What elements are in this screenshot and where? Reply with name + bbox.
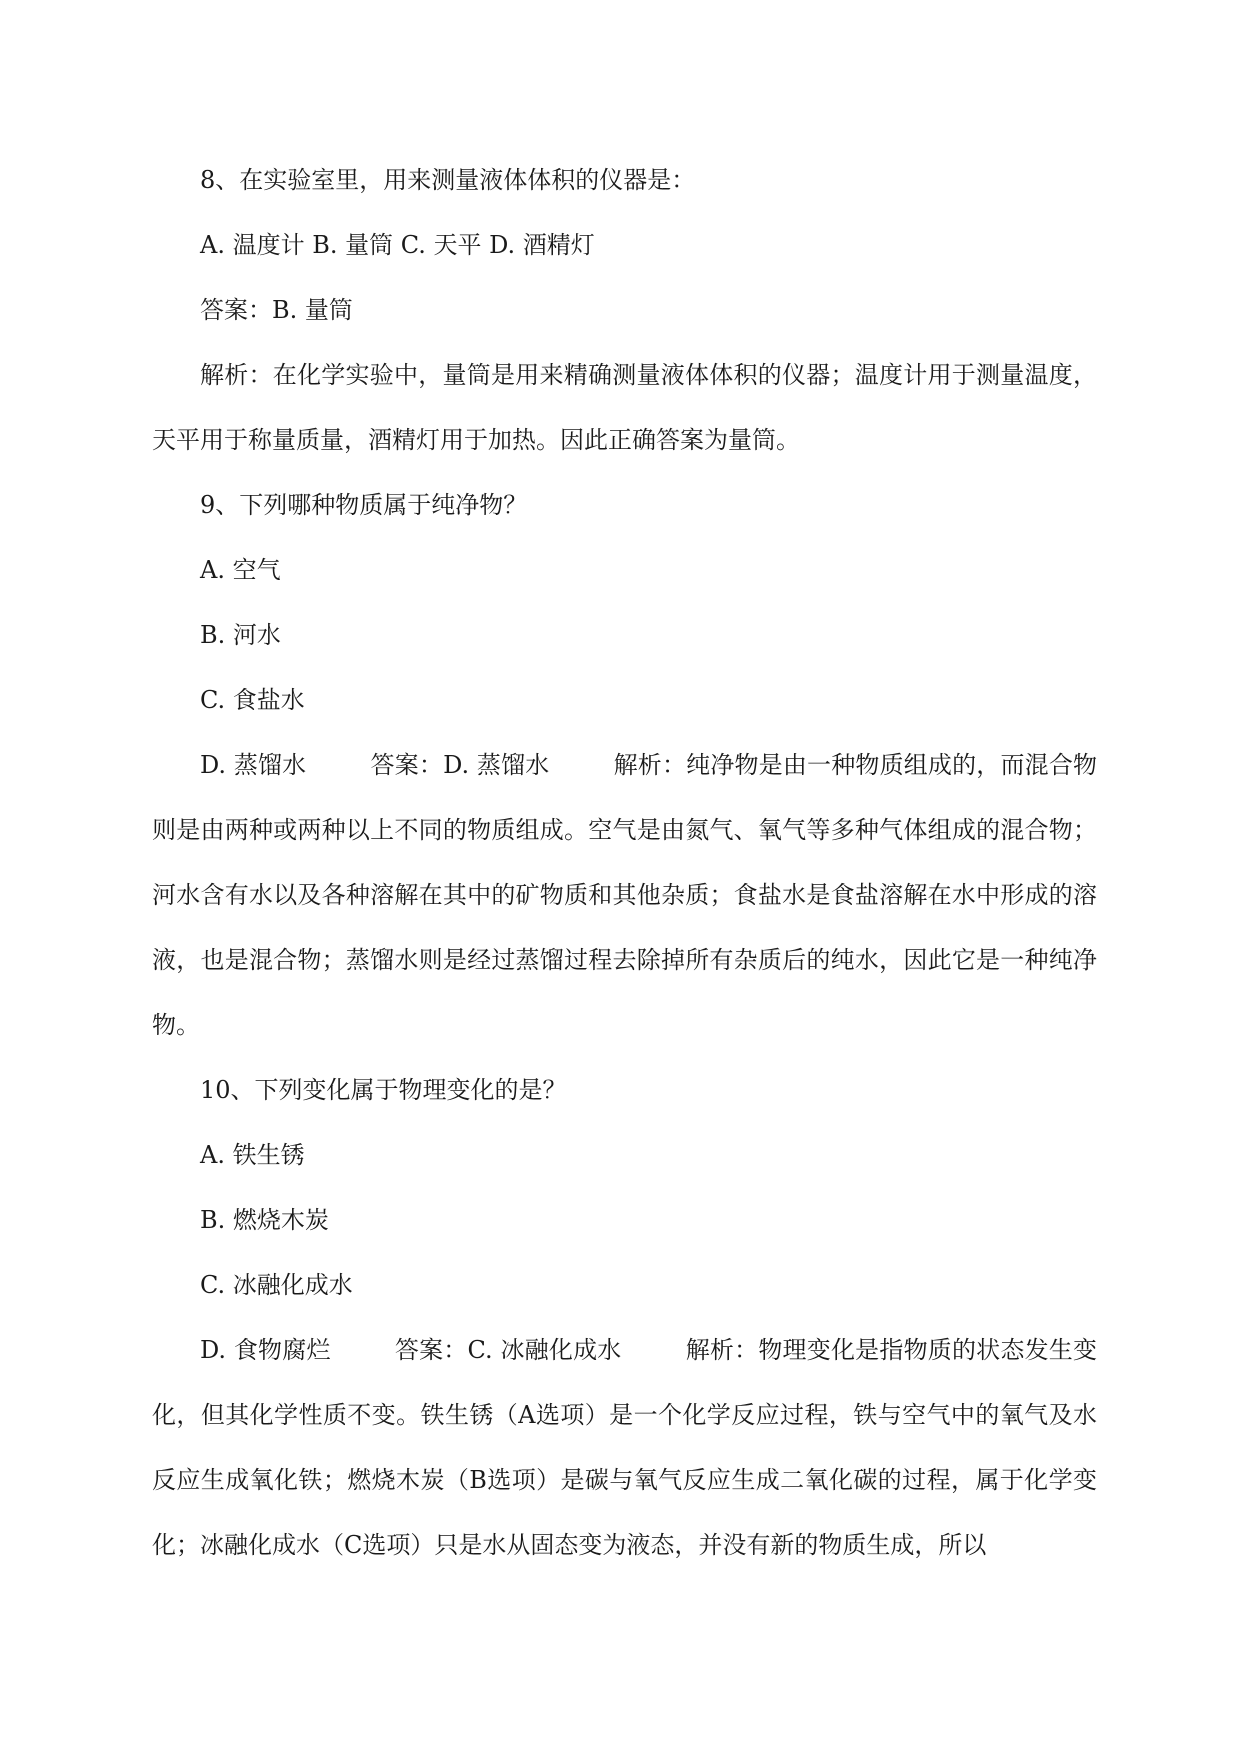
question-10-option-d: D. 食物腐烂 xyxy=(200,1336,331,1364)
question-8-options: A. 温度计 B. 量筒 C. 天平 D. 酒精灯 xyxy=(200,231,595,259)
question-9-option-b: B. 河水 xyxy=(200,621,281,649)
question-9-option-c: C. 食盐水 xyxy=(200,686,305,714)
question-9-option-d-paragraph xyxy=(152,733,1097,1058)
question-9-option-a: A. 空气 xyxy=(200,556,281,584)
question-10-option-b: B. 燃烧木炭 xyxy=(200,1206,329,1234)
question-9-answer: 答案：D. 蒸馏水 xyxy=(370,751,550,779)
question-10-answer: 答案：C. 冰融化成水 xyxy=(394,1336,622,1364)
question-10-option-c: C. 冰融化成水 xyxy=(200,1271,353,1299)
question-10-stem: 10、下列变化属于物理变化的是？ xyxy=(200,1076,567,1104)
question-10-option-a: A. 铁生锈 xyxy=(200,1141,305,1169)
question-8-answer: 答案：B. 量筒 xyxy=(200,296,353,324)
question-9-stem: 9、下列哪种物质属于纯净物？ xyxy=(200,491,528,519)
question-10-option-d-paragraph xyxy=(152,1318,1097,1578)
question-9-option-d: D. 蒸馏水 xyxy=(200,751,307,779)
question-8-analysis: 解析：在化学实验中，量筒是用来精确测量液体体积的仪器；温度计用于测量温度，天平用于称量质量，酒精灯用于加热。因此正确答案为量筒。 xyxy=(152,361,1097,454)
document-body xyxy=(152,148,1097,1578)
question-8-stem: 8、在实验室里，用来测量液体体积的仪器是： xyxy=(200,166,696,194)
question-10-analysis: 解析：物理变化是指物质的状态发生变化，但其化学性质不变。铁生锈（A选项）是一个化学反应过程，铁与空气中的氧气及水反应生成氧化铁；燃烧木炭（B选项）是碳与氧气反应生成二氧化碳的过程，属于化学变化；冰融化成水（C选项）只是水从固态变为液态，并没有新的物质生成，所以 xyxy=(152,1336,1098,1559)
question-9-analysis: 解析：纯净物是由一种物质组成的，而混合物则是由两种或两种以上不同的物质组成。空气是由氮气、氧气等多种气体组成的混合物；河水含有水以及各种溶解在其中的矿物质和其他杂质；食盐水是食盐溶解在水中形成的溶液，也是混合物；蒸馏水则是经过蒸馏过程去除掉所有杂质后的纯水，因此它是一种纯净物。 xyxy=(152,751,1097,1039)
